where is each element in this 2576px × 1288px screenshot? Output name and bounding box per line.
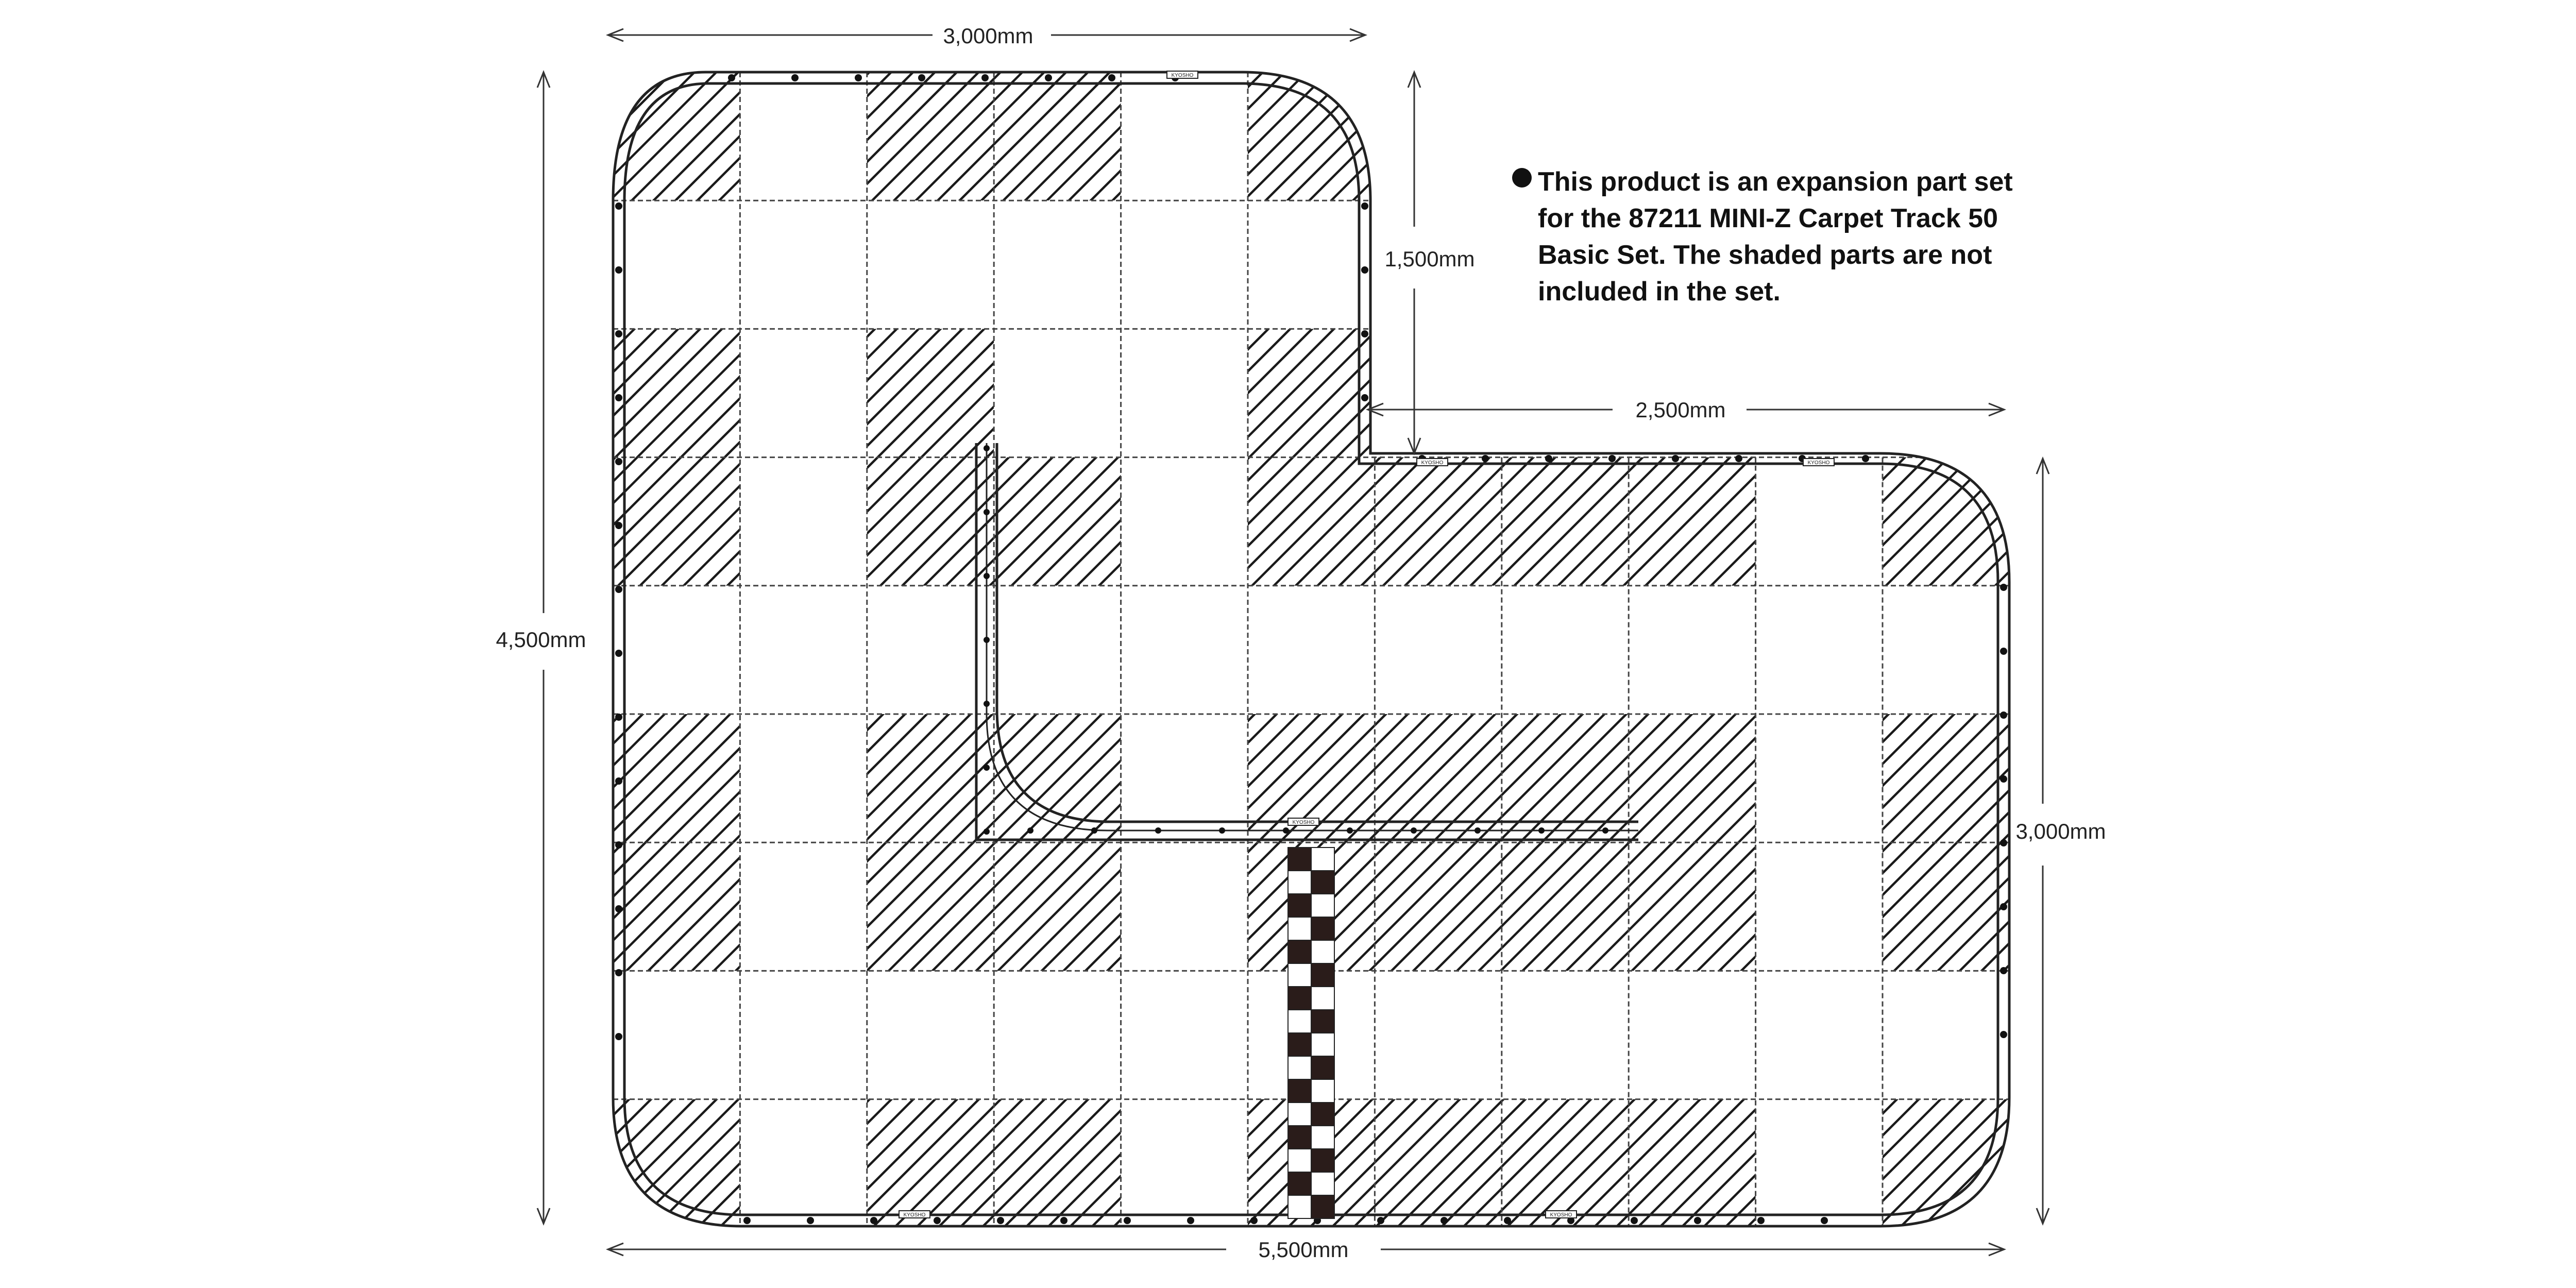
- rail-peg: [1060, 1217, 1067, 1224]
- rail-peg: [984, 701, 990, 707]
- checker-square: [1288, 1172, 1311, 1195]
- rail-peg: [1361, 330, 1368, 337]
- rail-peg: [1504, 1217, 1511, 1224]
- rail-peg: [615, 777, 622, 785]
- included-tile: [1502, 971, 1629, 1099]
- rail-peg: [615, 1033, 622, 1040]
- included-tile: [1121, 714, 1248, 842]
- rail-peg: [2000, 1031, 2007, 1038]
- checker-square: [1311, 1172, 1334, 1195]
- rail-peg: [984, 828, 990, 835]
- rail-peg: [1377, 1217, 1384, 1224]
- shaded-tile: [867, 714, 994, 842]
- included-tile: [1375, 971, 1501, 1099]
- checker-square: [1288, 1056, 1311, 1079]
- rail-peg: [1361, 202, 1368, 210]
- rail-peg: [1045, 74, 1052, 81]
- dimension-total-height: 4,500mm: [496, 628, 586, 652]
- included-tile: [1121, 971, 1248, 1099]
- rail-peg: [1108, 74, 1115, 81]
- rail-peg: [2000, 648, 2007, 655]
- rail-peg: [615, 586, 622, 593]
- shaded-tile: [1629, 714, 1755, 842]
- rail-peg: [615, 202, 622, 210]
- checker-square: [1311, 848, 1334, 871]
- rail-peg: [615, 330, 622, 337]
- note-line: for the 87211 MINI-Z Carpet Track 50: [1538, 204, 1998, 233]
- included-tile: [994, 329, 1121, 457]
- rail-peg: [1155, 827, 1161, 834]
- svg-text:KYOSHO: KYOSHO: [1807, 460, 1830, 466]
- rail-peg: [2000, 775, 2007, 783]
- shaded-tile: [1248, 329, 1375, 457]
- shaded-tile: [613, 1099, 740, 1228]
- dimension-right-width: 2,500mm: [1635, 398, 1726, 422]
- rail-peg: [1250, 1217, 1258, 1224]
- checker-square: [1311, 1079, 1334, 1103]
- rail-peg: [1538, 827, 1545, 834]
- rail-peg: [1361, 394, 1368, 401]
- checker-square: [1288, 1010, 1311, 1033]
- included-tile: [740, 1099, 867, 1228]
- included-tile: [1756, 586, 1883, 714]
- shaded-tile: [867, 72, 994, 200]
- checker-square: [1311, 894, 1334, 917]
- shaded-tile: [994, 457, 1121, 586]
- rail-peg: [615, 714, 622, 721]
- dimension-upper-right-height: 1,500mm: [1384, 247, 1475, 271]
- rail-peg: [1672, 455, 1679, 462]
- included-tile: [867, 200, 994, 329]
- rail-peg: [615, 841, 622, 849]
- included-tile: [867, 586, 994, 714]
- checker-square: [1311, 917, 1334, 940]
- rail-peg: [918, 74, 925, 81]
- svg-text:KYOSHO: KYOSHO: [1550, 1212, 1572, 1218]
- checker-square: [1288, 848, 1311, 871]
- included-tile: [1121, 842, 1248, 971]
- included-tile: [613, 200, 740, 329]
- svg-text:KYOSHO: KYOSHO: [1292, 820, 1315, 825]
- product-note: [1512, 164, 2079, 310]
- rail-peg: [2000, 711, 2007, 719]
- shaded-tile: [613, 329, 740, 457]
- included-tile: [994, 971, 1121, 1099]
- rail-peg: [855, 74, 862, 81]
- shaded-tile: [1502, 842, 1629, 971]
- checker-square: [1288, 917, 1311, 940]
- note-line: Basic Set. The shaded parts are not: [1538, 240, 1992, 270]
- rail-peg: [1440, 1217, 1448, 1224]
- shaded-tile: [1502, 457, 1629, 586]
- checker-square: [1311, 1103, 1334, 1126]
- checker-square: [1288, 1033, 1311, 1056]
- included-tile: [1121, 1099, 1248, 1228]
- rail-peg: [1735, 455, 1742, 462]
- rail-peg: [984, 445, 990, 451]
- rail-peg: [1475, 827, 1481, 834]
- rail-peg: [615, 522, 622, 529]
- checker-square: [1311, 1033, 1334, 1056]
- shaded-tile: [867, 457, 994, 586]
- rail-peg: [2000, 839, 2007, 846]
- rail-peg: [997, 1217, 1004, 1224]
- checker-square: [1311, 940, 1334, 963]
- checker-square: [1288, 1079, 1311, 1103]
- shaded-tile: [1248, 72, 1375, 200]
- rail-peg: [1187, 1217, 1194, 1224]
- rail-peg: [615, 905, 622, 912]
- included-tile: [867, 971, 994, 1099]
- included-tile: [613, 971, 740, 1099]
- included-tile: [1756, 457, 1883, 586]
- included-tile: [1756, 1099, 1883, 1228]
- rail-peg: [1091, 827, 1097, 834]
- rail-peg: [1694, 1217, 1701, 1224]
- shaded-tile: [1502, 714, 1629, 842]
- shaded-tile: [1375, 842, 1501, 971]
- rail-peg: [1545, 455, 1552, 462]
- rail-peg: [984, 637, 990, 643]
- included-tile: [1248, 200, 1375, 329]
- included-tile: [1756, 842, 1883, 971]
- included-tile: [1629, 971, 1755, 1099]
- rail-peg: [984, 509, 990, 515]
- rail-peg: [1361, 266, 1368, 274]
- rail-peg: [615, 650, 622, 657]
- checker-square: [1288, 1195, 1311, 1218]
- checker-square: [1311, 1056, 1334, 1079]
- included-tile: [740, 971, 867, 1099]
- rail-peg: [984, 573, 990, 579]
- checker-square: [1311, 1149, 1334, 1172]
- rail-peg: [2000, 903, 2007, 910]
- shaded-tile: [1883, 842, 2009, 971]
- rail-peg: [1757, 1217, 1765, 1224]
- checker-square: [1288, 1149, 1311, 1172]
- rail-peg: [1027, 827, 1033, 834]
- included-tile: [1121, 457, 1248, 586]
- rail-peg: [870, 1217, 877, 1224]
- shaded-tile: [1375, 714, 1501, 842]
- shaded-tile: [994, 842, 1121, 971]
- checker-square: [1311, 1010, 1334, 1033]
- svg-text:KYOSHO: KYOSHO: [1171, 73, 1194, 78]
- included-tile: [740, 457, 867, 586]
- shaded-tile: [867, 1099, 994, 1228]
- rail-peg: [934, 1217, 941, 1224]
- rail-peg: [615, 394, 622, 401]
- rail-peg: [1219, 827, 1225, 834]
- checker-square: [1288, 987, 1311, 1010]
- checker-square: [1311, 987, 1334, 1010]
- shaded-tile: [1883, 714, 2009, 842]
- checker-square: [1288, 963, 1311, 987]
- checker-square: [1311, 871, 1334, 894]
- shaded-tile: [1629, 842, 1755, 971]
- rail-peg: [1347, 827, 1353, 834]
- dimension-top-width: 3,000mm: [943, 24, 1033, 48]
- checker-square: [1288, 940, 1311, 963]
- included-tile: [1121, 72, 1248, 200]
- rail-peg: [807, 1217, 814, 1224]
- rail-peg: [615, 969, 622, 976]
- rail-peg: [1602, 827, 1608, 834]
- rail-peg: [2000, 584, 2007, 591]
- checker-square: [1288, 871, 1311, 894]
- shaded-tile: [613, 842, 740, 971]
- rail-peg: [1862, 455, 1869, 462]
- shaded-tile: [994, 72, 1121, 200]
- note-line: This product is an expansion part set: [1538, 167, 2013, 197]
- included-tile: [1756, 714, 1883, 842]
- rail-peg: [615, 266, 622, 274]
- rail-peg: [981, 74, 989, 81]
- rail-peg: [1482, 455, 1489, 462]
- included-tile: [994, 200, 1121, 329]
- included-tile: [1883, 586, 2009, 714]
- rail-peg: [1631, 1217, 1638, 1224]
- rail-peg: [1124, 1217, 1131, 1224]
- included-tile: [740, 842, 867, 971]
- shaded-tile: [1502, 1099, 1629, 1228]
- included-tile: [740, 72, 867, 200]
- rail-peg: [1821, 1217, 1828, 1224]
- dimension-right-height: 3,000mm: [2015, 819, 2106, 843]
- checker-square: [1311, 963, 1334, 987]
- note-line: included in the set.: [1538, 277, 1781, 307]
- rail-peg: [743, 1217, 751, 1224]
- shaded-tile: [1883, 1099, 2009, 1228]
- included-tile: [1121, 329, 1248, 457]
- shaded-tile: [1375, 1099, 1501, 1228]
- shaded-tile: [994, 1099, 1121, 1228]
- svg-text:KYOSHO: KYOSHO: [1421, 460, 1444, 466]
- checker-square: [1288, 1103, 1311, 1126]
- rail-peg: [615, 458, 622, 465]
- shaded-tile: [867, 842, 994, 971]
- shaded-tile: [1629, 1099, 1755, 1228]
- shaded-tile: [613, 457, 740, 586]
- shaded-tile: [1248, 457, 1375, 586]
- included-tile: [1629, 586, 1755, 714]
- dimension-bottom-width: 5,500mm: [1258, 1238, 1349, 1262]
- included-tile: [613, 586, 740, 714]
- included-tile: [1883, 971, 2009, 1099]
- svg-text:KYOSHO: KYOSHO: [903, 1212, 926, 1218]
- shaded-tile: [1629, 457, 1755, 586]
- checker-square: [1311, 1126, 1334, 1149]
- included-tile: [1375, 586, 1501, 714]
- rail-peg: [728, 74, 735, 81]
- shaded-tile: [867, 329, 994, 457]
- included-tile: [1756, 971, 1883, 1099]
- included-tile: [1121, 200, 1248, 329]
- rail-peg: [1608, 455, 1616, 462]
- start-finish-line: [1288, 848, 1334, 1218]
- rail-peg: [2000, 967, 2007, 974]
- included-tile: [740, 200, 867, 329]
- included-tile: [994, 586, 1121, 714]
- rail-peg: [1283, 827, 1289, 834]
- checker-square: [1288, 1126, 1311, 1149]
- shaded-tile: [613, 714, 740, 842]
- included-tile: [1248, 586, 1375, 714]
- included-tile: [740, 586, 867, 714]
- rail-peg: [791, 74, 799, 81]
- rail-peg: [984, 765, 990, 771]
- bullet-icon: [1512, 168, 1532, 188]
- checker-square: [1311, 1195, 1334, 1218]
- shaded-tile: [1375, 457, 1501, 586]
- checker-square: [1288, 894, 1311, 917]
- included-tile: [1502, 586, 1629, 714]
- included-tile: [740, 714, 867, 842]
- included-tile: [1121, 586, 1248, 714]
- rail-peg: [1411, 827, 1417, 834]
- included-tile: [740, 329, 867, 457]
